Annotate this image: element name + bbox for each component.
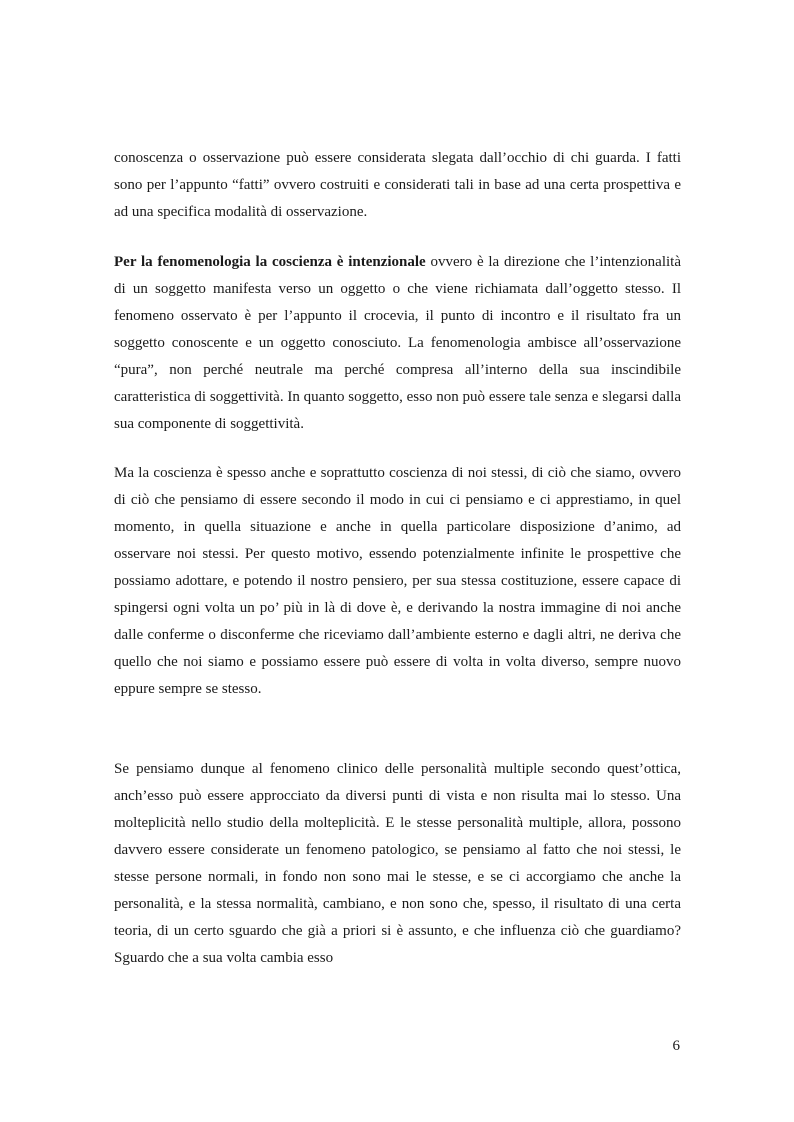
paragraph-2	[114, 249, 681, 438]
paragraph-4	[114, 756, 681, 972]
paragraph-2-text: ovvero è la direzione che l’intenzionalità di un soggetto manifesta verso un oggetto o che viene richiamata dall’oggetto stesso. Il fenomeno osservato è per l’appunto il crocevia, il punto di incontro e il risultato fra un soggetto conoscente e un oggetto conosciuto. La fenomenologia ambisce all’osservazione “pura”, non perché neutrale ma perché compresa all’interno della sua inscindibile caratteristica di soggettività. In quanto soggetto, esso non può essere tale senza e slegarsi dalla sua componente di soggettività.	[114, 254, 681, 432]
page-number: 6	[672, 1038, 680, 1054]
paragraph-3-text: Ma la coscienza è spesso anche e soprattutto coscienza di noi stessi, di ciò che siamo, ovvero di ciò che pensiamo di essere secondo il modo in cui ci pensiamo e ci apprestiamo, in quel momento, in quella situazione e anche in quella particolare disposizione d’animo, ad osservare noi stessi. Per questo motivo, essendo potenzialmente infinite le prospettive che possiamo adottare, e potendo il nostro pensiero, per sua stessa costituzione, essere capace di spingersi ogni volta un po’ più in là di dove è, e derivando la nostra immagine di noi anche dalle conferme o disconferme che riceviamo dall’ambiente esterno e dagli altri, ne deriva che quello che noi siamo e possiamo essere può essere di volta in volta diverso, sempre nuovo eppure sempre se stesso.	[114, 465, 681, 697]
paragraph-2-bold-lead: Per la fenomenologia la coscienza è intenzionale	[114, 254, 426, 270]
paragraph-4-text: Se pensiamo dunque al fenomeno clinico delle personalità multiple secondo quest’ottica, anch’esso può essere approcciato da diversi punti di vista e non risulta mai lo stesso. Una molteplicità nello studio della molteplicità. E le stesse personalità multiple, allora, possono davvero essere considerate un fenomeno patologico, se pensiamo al fatto che noi stessi, le stesse persone normali, in fondo non sono mai le stesse, e se ci accorgiamo che anche la personalità, e la stessa normalità, cambiano, e non sono che, spesso, il risultato di una certa teoria, di un certo sguardo che già a priori si è assunto, e che influenza ciò che guardiamo? Sguardo che a sua volta cambia esso	[114, 761, 681, 966]
paragraph-1	[114, 145, 681, 226]
paragraph-3	[114, 460, 681, 703]
paragraph-1-text: conoscenza o osservazione può essere considerata slegata dall’occhio di chi guarda. I fatti sono per l’appunto “fatti” ovvero costruiti e considerati tali in base ad una certa prospettiva e ad una specifica modalità di osservazione.	[114, 150, 681, 220]
